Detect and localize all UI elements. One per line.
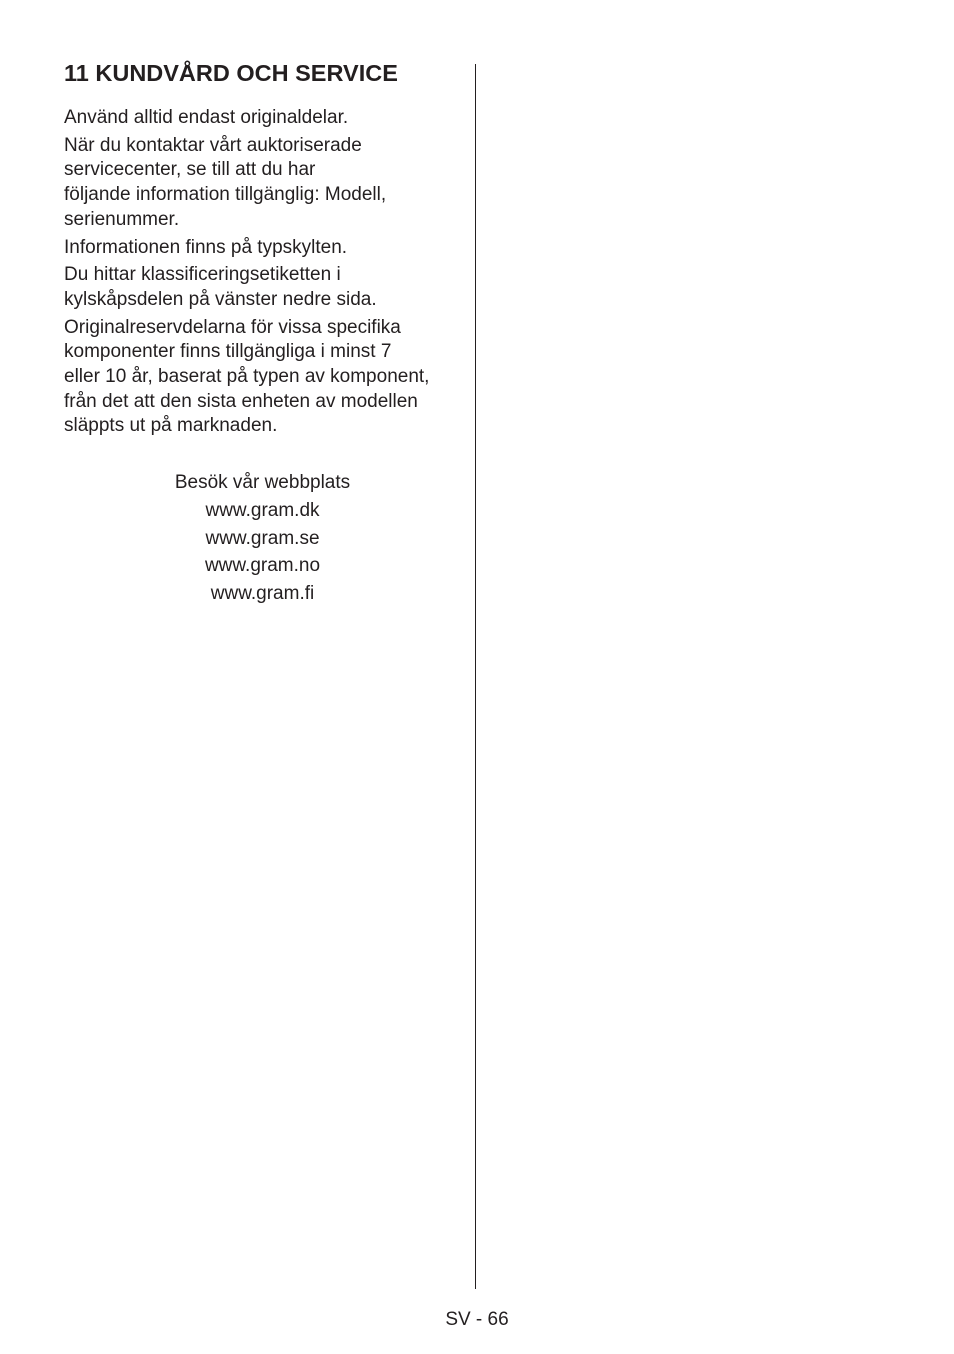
website-link-dk[interactable]: www.gram.dk <box>205 499 320 521</box>
paragraph-contact-service <box>64 134 464 233</box>
paragraph-original-parts <box>64 106 464 131</box>
section-title: 11 KUNDVÅRD OCH SERVICE <box>64 60 398 86</box>
page-number: SV - 66 <box>445 1309 509 1330</box>
column-divider <box>475 64 476 1289</box>
website-block <box>64 469 461 608</box>
paragraph-line: eller 10 år, baserat på typen av komponent, <box>64 366 430 388</box>
website-intro: Besök vår webbplats <box>174 472 351 493</box>
website-link-fi[interactable]: www.gram.fi <box>210 583 315 605</box>
paragraph-line: Du hittar klassificeringsetiketten i <box>64 264 341 286</box>
paragraph-line: När du kontaktar vårt auktoriserade <box>64 134 362 156</box>
paragraph-line: från det att den sista enheten av modellen <box>64 390 418 412</box>
paragraph-type-plate <box>64 236 464 261</box>
paragraph-label-location <box>64 263 464 312</box>
paragraph-line: Informationen finns på typskylten. <box>64 236 348 258</box>
left-column <box>64 58 464 442</box>
paragraph-line: Använd alltid endast originaldelar. <box>64 107 349 128</box>
paragraph-line: kylskåpsdelen på vänster nedre sida. <box>64 288 377 310</box>
paragraph-line: Originalreservdelarna för vissa specifika <box>64 316 401 338</box>
paragraph-line: släppts ut på marknaden. <box>64 415 278 437</box>
paragraph-line: serienummer. <box>64 208 180 230</box>
website-link-se[interactable]: www.gram.se <box>205 527 320 549</box>
paragraph-line: följande information tillgänglig: Modell, <box>64 184 387 206</box>
paragraph-spare-parts <box>64 316 464 440</box>
paragraph-line: komponenter finns tillgängliga i minst 7 <box>64 341 392 363</box>
paragraph-line: servicecenter, se till att du har <box>64 159 316 181</box>
website-link-no[interactable]: www.gram.no <box>204 555 321 577</box>
